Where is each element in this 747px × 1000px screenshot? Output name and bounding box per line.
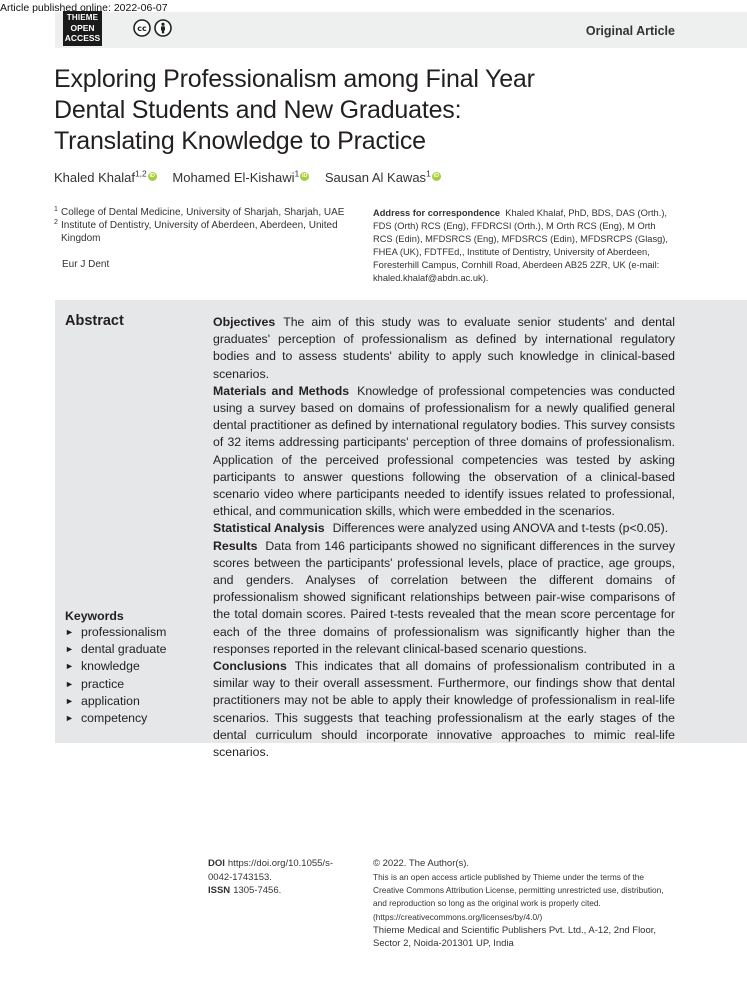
affiliations bbox=[54, 206, 346, 245]
author-list bbox=[54, 169, 453, 185]
issn-value: 1305-7456. bbox=[233, 885, 282, 896]
doi-link[interactable]: https://doi.org/10.1055/s-0042-1743153. bbox=[208, 858, 333, 883]
affiliation-text: Institute of Dentistry, University of Aberdeen, Aberdeen, United Kingdom bbox=[61, 220, 338, 244]
issn-label: ISSN bbox=[208, 885, 231, 896]
section-label: Objectives bbox=[213, 315, 276, 329]
section-text: Knowledge of professional competencies was conducted using a survey based on domains of professionalism for a newly qualified general dental practitioner as defined by international regulatory bodies. This survey consists of 32 items addressing participants' perception of three domains of professionalism. Application of the perceived professional competencies was tested by asking participants to answer questions following the observation of a clinical-based scenario video where participants needed to identify issues related to professional, ethical, and communication skills, which were embedded in the scenarios. bbox=[213, 383, 675, 519]
keyword-list bbox=[65, 624, 166, 727]
orcid-icon[interactable]: iD bbox=[149, 173, 156, 180]
article-type-label: Original Article bbox=[585, 24, 675, 38]
abstract-section bbox=[213, 383, 675, 521]
author bbox=[54, 170, 157, 185]
keyword-text: knowledge bbox=[81, 659, 140, 674]
section-text: Data from 146 participants showed no significant differences in the survey scores between the participants' professional levels, place of practice, age groups, and genders. Analyses of correlation between the different domains of professionalism showed significant relationships between pair-wise comparisons of the total domain scores. Paired t-tests revealed that the mean score percentage for each of the three domains of professionalism was significantly higher than the responses reported in the relevant clinical-based scenario questions. bbox=[213, 538, 675, 656]
author-name: Khaled Khalaf bbox=[54, 170, 135, 186]
keyword-text: dental graduate bbox=[81, 642, 167, 657]
keyword-item bbox=[65, 693, 166, 710]
author bbox=[172, 170, 309, 185]
correspondence-label: Address for correspondence bbox=[373, 208, 501, 218]
section-text: Differences were analyzed using ANOVA and t-tests (p<0.05). bbox=[332, 521, 669, 536]
title-line: Translating Knowledge to Practice bbox=[54, 127, 426, 155]
abstract-body bbox=[213, 314, 675, 761]
author-name: Mohamed El-Kishawi bbox=[172, 170, 295, 186]
logo-line-3: ACCESS bbox=[64, 32, 101, 43]
author-affiliation-ref: 1 bbox=[294, 169, 300, 179]
keyword-item bbox=[65, 658, 166, 675]
correspondence-address bbox=[373, 207, 677, 285]
doi-label: DOI bbox=[208, 858, 225, 869]
logo-line-1: THIEME bbox=[66, 13, 99, 22]
arrow-bullet-icon: ► bbox=[65, 661, 74, 672]
issn-line bbox=[208, 884, 348, 898]
arrow-bullet-icon: ► bbox=[65, 627, 74, 637]
keyword-item bbox=[65, 676, 166, 693]
author bbox=[325, 170, 441, 185]
section-label: Results bbox=[213, 538, 258, 553]
doi-line bbox=[208, 857, 348, 884]
arrow-bullet-icon: ► bbox=[65, 644, 74, 655]
keyword-text: practice bbox=[81, 676, 125, 691]
title-line: Dental Students and New Graduates: bbox=[54, 96, 462, 124]
copyright-line: © 2022. The Author(s). bbox=[373, 858, 470, 869]
keyword-text: competency bbox=[81, 711, 148, 726]
logo-line-2: OPEN bbox=[70, 23, 95, 33]
section-label: Conclusions bbox=[213, 659, 287, 674]
section-label: Materials and Methods bbox=[213, 383, 350, 398]
abstract-section bbox=[213, 520, 675, 537]
publisher-address: Thieme Medical and Scientific Publishers Pvt. Ltd., A-12, 2nd Floor, Sector 2, Noida-201301 UP, India bbox=[373, 924, 657, 950]
affiliation-item bbox=[54, 206, 346, 219]
arrow-bullet-icon: ► bbox=[65, 695, 74, 706]
orcid-icon[interactable]: iD bbox=[302, 173, 308, 180]
section-text: This indicates that all domains of professionalism contributed in a similar way to their overall assessment. Furthermore, our findings show that dental practitioners may not be able to apply their knowledge of professionalism in real-life scenarios. This suggests that teaching professionalism at the early stages of the dental curriculum should incorporate innovative approaches to mimic real-life scenarios. bbox=[213, 659, 675, 760]
cc-icon bbox=[133, 19, 151, 37]
keyword-item bbox=[65, 641, 166, 658]
keywords-panel bbox=[65, 609, 166, 727]
correspondence-text: Khaled Khalaf, PhD, BDS, DAS (Orth.), FDS (Orth) RCS (Eng), FFDRCSI (Orth.), M Orth RCS (Eng), M Orth RCS (Edin), MFDSRCS (Eng), MFDSRCS (Edin), MFDSRCPS (Glasg), FHEA (UK), FDTFEd,, Institute of Dentistry, University of Aberdeen, Foresterhill Campus, Cornhill Road, Aberdeen AB25 2ZR, UK (e-mail: khaled.khalaf@abdn.ac.uk). bbox=[373, 208, 668, 283]
author-affiliation-ref: 1,2 bbox=[134, 169, 147, 179]
section-label: Statistical Analysis bbox=[213, 521, 325, 536]
keywords-heading: Keywords bbox=[65, 609, 124, 623]
keyword-text: application bbox=[81, 693, 140, 708]
keyword-item bbox=[65, 710, 166, 727]
journal-name: Eur J Dent bbox=[62, 259, 110, 270]
arrow-bullet-icon: ► bbox=[65, 713, 74, 724]
license-icons bbox=[133, 19, 172, 37]
thieme-open-access-logo bbox=[63, 11, 102, 46]
author-name: Sausan Al Kawas bbox=[324, 170, 427, 186]
arrow-bullet-icon: ► bbox=[65, 678, 74, 689]
license-block bbox=[373, 857, 673, 951]
author-affiliation-ref: 1 bbox=[426, 169, 431, 179]
abstract-heading: Abstract bbox=[65, 313, 124, 329]
abstract-section bbox=[213, 538, 675, 658]
section-text: The aim of this study was to evaluate senior students' and dental graduates' perception of professionalism as defined by international regulatory bodies and to assess students' ability to apply such knowledge in clinical-based scenarios. bbox=[213, 315, 675, 381]
svg-text:cc: cc bbox=[137, 24, 147, 34]
orcid-icon[interactable]: iD bbox=[433, 173, 440, 180]
publication-date-stamp: Article published online: 2022-06-07 bbox=[0, 2, 168, 14]
keyword-text: professionalism bbox=[81, 625, 167, 639]
by-person-icon bbox=[154, 19, 172, 37]
article-title bbox=[54, 64, 634, 157]
abstract-section bbox=[213, 314, 675, 383]
affiliation-item bbox=[54, 219, 346, 245]
title-line: Exploring Professionalism among Final Year bbox=[54, 65, 535, 93]
abstract-section bbox=[213, 658, 675, 761]
affiliation-text: College of Dental Medicine, University of Sharjah, Sharjah, UAE bbox=[61, 207, 345, 218]
doi-block bbox=[208, 857, 348, 898]
affiliation-number: 2 bbox=[54, 219, 58, 226]
license-note: This is an open access article published by Thieme under the terms of the Creative Commons Attribution License, permitting unrestricted use, distribution, and reproduction so long as the original work is properly cited. (https://creativecommons.org/licenses/by/4.0/) bbox=[373, 872, 664, 922]
affiliation-number: 1 bbox=[54, 206, 58, 213]
keyword-item bbox=[65, 624, 166, 641]
